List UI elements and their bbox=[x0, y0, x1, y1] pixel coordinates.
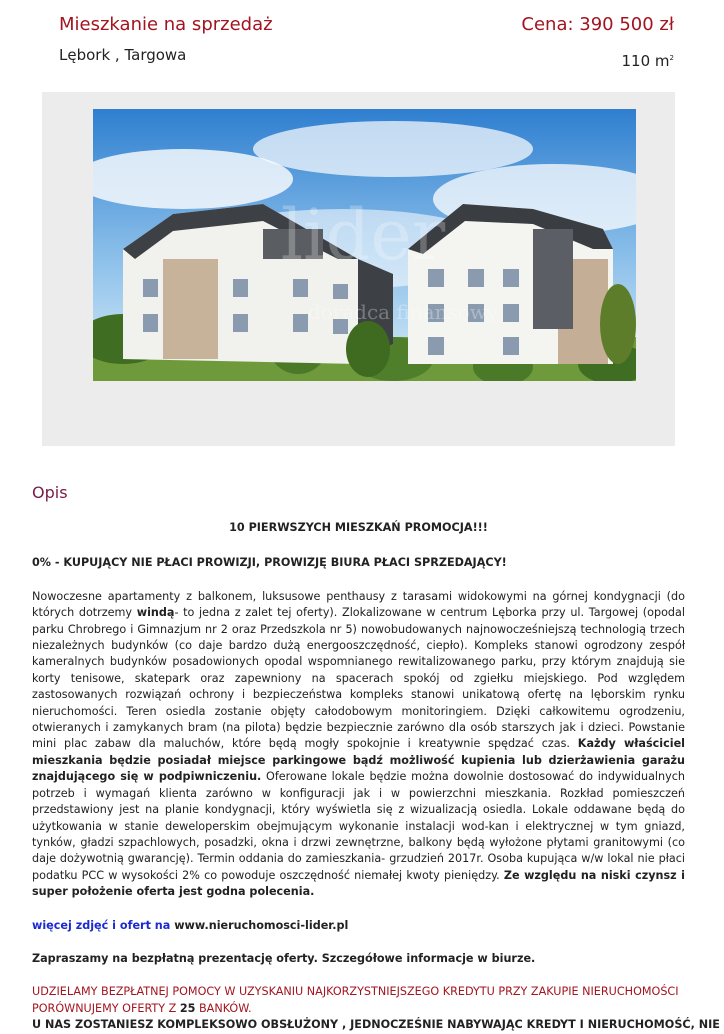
desc-bold-3: Ze względu na niski czynsz i super położenie oferta jest godna polecenia. bbox=[32, 868, 685, 899]
credit-text-1: UDZIELAMY BEZPŁATNEJ POMOCY W UZYSKANIU NAJKORZYSTNIEJSZEGO KREDYTU PRZY ZAKUPIE NIERUCHOMOŚCI PORÓWNUJEMY OFERTY Z bbox=[32, 985, 679, 1015]
credit-bank-count: 25 bbox=[179, 1001, 196, 1015]
desc-text-3: Oferowane lokale będzie można dowolnie dostosować do indywidualnych potrzeb i wymagań klienta zarówno w konfiguracji jak i w powierzchni mieszkania. Rozkład pomieszczeń przedstawiony jest na planie kondygnacji, który wyświetla się z wizualizacją osiedla. Lokale oddawane będą do użytkowania w stanie deweloperskim obejmującym wykonanie instalacji wod-kan i elektrycznej w tym gniazd, tynków, gładzi szpachlowych, posadzki, okna i drzwi zewnętrzne, balkony będą wyłożone płytami granitowymi (co daje dożywotnią gwarancję). Termin oddania do zamieszkania- grzudzień 2017r. Osoba kupująca w/w lokal nie płaci podatku PCC w wysokości 2% co powoduje oszczędność niemałej kwoty pieniędzy. bbox=[32, 770, 685, 882]
watermark-subtitle: doradca finansowy bbox=[307, 300, 499, 324]
desc-text-2: - to jedna z zalet tej oferty). Zlokalizowane w centrum Lęborka przy ul. Targowej (opodal parku Chrobrego i Gimnazjum nr 2 oraz Przedszkola nr 5) nowobudowanych najnowocześniejszą technologią trzech niezależnych budynków (co daje bardzo dużą energooszczędność, ciepło). Kompleks stanowi ogrodzony zespół kameralnych budynków posadowionych opodal wspomnianego rewitalizowanego parku, przy którym znajdują sie korty tenisowe, skatepark oraz zapewniony na spacerach spokój od zgiełku miejskiego. Pod względem zastosowanych rozwiązań ochrony i bezpieczeństwa kompleks stanowi unikatową ofertę na lęborskim rynku nieruchomości. Teren osiedla zostanie objęty całodobowym monitoringiem. Dzięki całkowitemu ogrodzeniu, otwieranych i zamykanych bram (na pilota) będzie bezpiecznie zarówno dla osób starszych jak i dzieci. Powstanie mini plac zabaw dla maluchów, które będą mogły spokojnie i kreatywnie spędzać czas. bbox=[32, 606, 685, 751]
no-commission-line: 0% - KUPUJĄCY NIE PŁACI PROWIZJI, PROWIZJĘ BIURA PŁACI SPRZEDAJĄCY! bbox=[32, 556, 507, 570]
desc-bold-1: windą bbox=[136, 606, 175, 620]
description-paragraph bbox=[32, 589, 685, 901]
listing-title: Mieszkanie na sprzedaż bbox=[59, 14, 273, 35]
listing-price: Cena: 390 500 zł bbox=[521, 14, 674, 35]
listing-area bbox=[622, 52, 674, 70]
photo-gallery-frame bbox=[42, 92, 675, 446]
listing-location: Lębork , Targowa bbox=[59, 46, 187, 64]
promo-line: 10 PIERWSZYCH MIESZKAŃ PROMOCJA!!! bbox=[229, 521, 488, 534]
section-title-description: Opis bbox=[32, 483, 68, 502]
description-content bbox=[32, 520, 720, 1034]
website-url[interactable]: www.nieruchomosci-lider.pl bbox=[170, 918, 349, 932]
building-render-image bbox=[93, 109, 636, 381]
area-unit-superscript: 2 bbox=[669, 54, 674, 62]
service-line: U NAS ZOSTANIESZ KOMPLEKSOWO OBSŁUŻONY , JEDNOCZEŚNIE NABYWAJĄC KREDYT I NIERUCHOMOŚĆ, NIE bbox=[32, 1018, 720, 1032]
watermark-logo: lider bbox=[280, 194, 446, 276]
more-photos-link[interactable]: więcej zdjęć i ofert na bbox=[32, 918, 171, 932]
desc-text-1: Nowoczesne apartamenty z balkonem, luksusowe penthausy z tarasami widokowymi na górnej kondygnacji (do których dotrzemy bbox=[32, 589, 685, 620]
credit-help-line bbox=[32, 984, 685, 1017]
desc-bold-2: Każdy właściciel mieszkania będzie posiadał miejsce parkingowe bądź możliwość kupienia lub dzierżawienia garażu znajdującego się w podpiwniczeniu. bbox=[32, 737, 685, 784]
area-value: 110 m bbox=[621, 52, 670, 70]
more-photos-line bbox=[32, 918, 685, 934]
credit-text-2: BANKÓW. bbox=[195, 1001, 252, 1015]
invite-line: Zapraszamy na bezpłatną prezentację oferty. Szczegółowe informacje w biurze. bbox=[32, 951, 536, 965]
property-photo[interactable] bbox=[93, 109, 636, 381]
